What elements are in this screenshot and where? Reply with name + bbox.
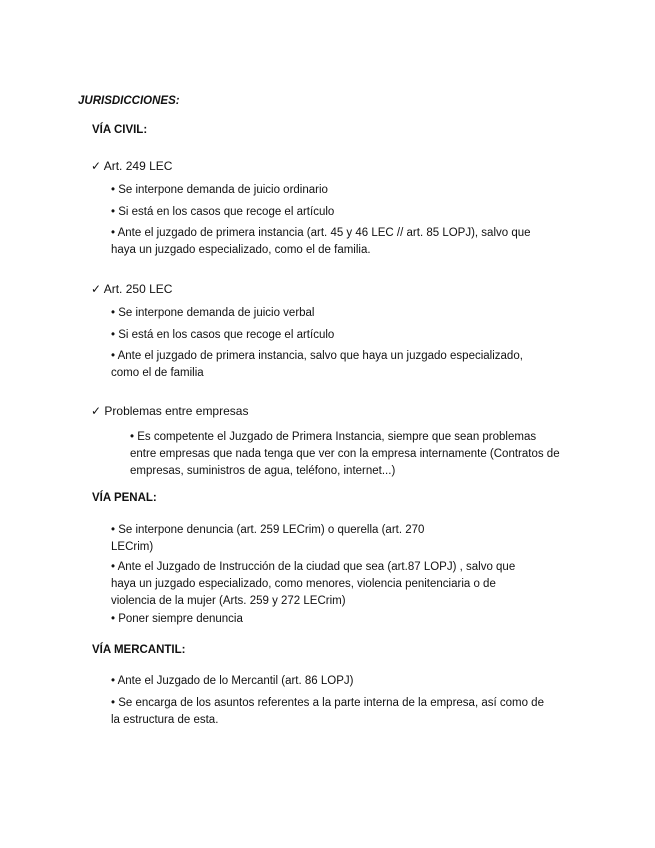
check-item-problemas-empresas: ✓ Problemas entre empresas <box>91 404 249 418</box>
heading-via-civil: VÍA CIVIL: <box>92 124 148 136</box>
bullet-item: • Se interpone demanda de juicio verbal <box>111 307 315 319</box>
bullet-item: • Poner siempre denuncia <box>111 613 243 625</box>
bullet-item: • Ante el Juzgado de Instrucción de la ciudad que sea (art.87 LOPJ) , salvo que haya un juzgado especializado, como menores, violencia penitenciaria o de violencia de la mujer (Arts. 259 y 272 LECrim) <box>111 561 516 607</box>
bullet-item: • Si está en los casos que recoge el artículo <box>111 329 335 341</box>
page-title: JURISDICCIONES: <box>78 95 180 107</box>
bullet-item: • Si está en los casos que recoge el artículo <box>111 206 335 218</box>
heading-via-penal: VÍA PENAL: <box>92 492 157 504</box>
bullet-item: • Se interpone denuncia (art. 259 LECrim) o querella (art. 270 LECrim) <box>111 524 425 553</box>
bullet-item: • Ante el juzgado de primera instancia, salvo que haya un juzgado especializado, como el de familia <box>111 350 523 379</box>
check-item-art-249: ✓ Art. 249 LEC <box>91 159 173 173</box>
bullet-item: • Es competente el Juzgado de Primera Instancia, siempre que sean problemas entre empresas que nada tenga que ver con la empresa internamente (Contratos de empresas, suministros de agua, teléfono, internet...) <box>130 431 560 477</box>
bullet-item: • Se encarga de los asuntos referentes a la parte interna de la empresa, así como de la estructura de esta. <box>111 697 544 726</box>
check-item-art-250: ✓ Art. 250 LEC <box>91 282 173 296</box>
bullet-item: • Ante el juzgado de primera instancia (art. 45 y 46 LEC // art. 85 LOPJ), salvo que haya un juzgado especializado, como el de familia. <box>111 227 531 256</box>
bullet-item: • Ante el Juzgado de lo Mercantil (art. 86 LOPJ) <box>111 675 354 687</box>
heading-via-mercantil: VÍA MERCANTIL: <box>92 644 186 656</box>
bullet-item: • Se interpone demanda de juicio ordinario <box>111 184 328 196</box>
